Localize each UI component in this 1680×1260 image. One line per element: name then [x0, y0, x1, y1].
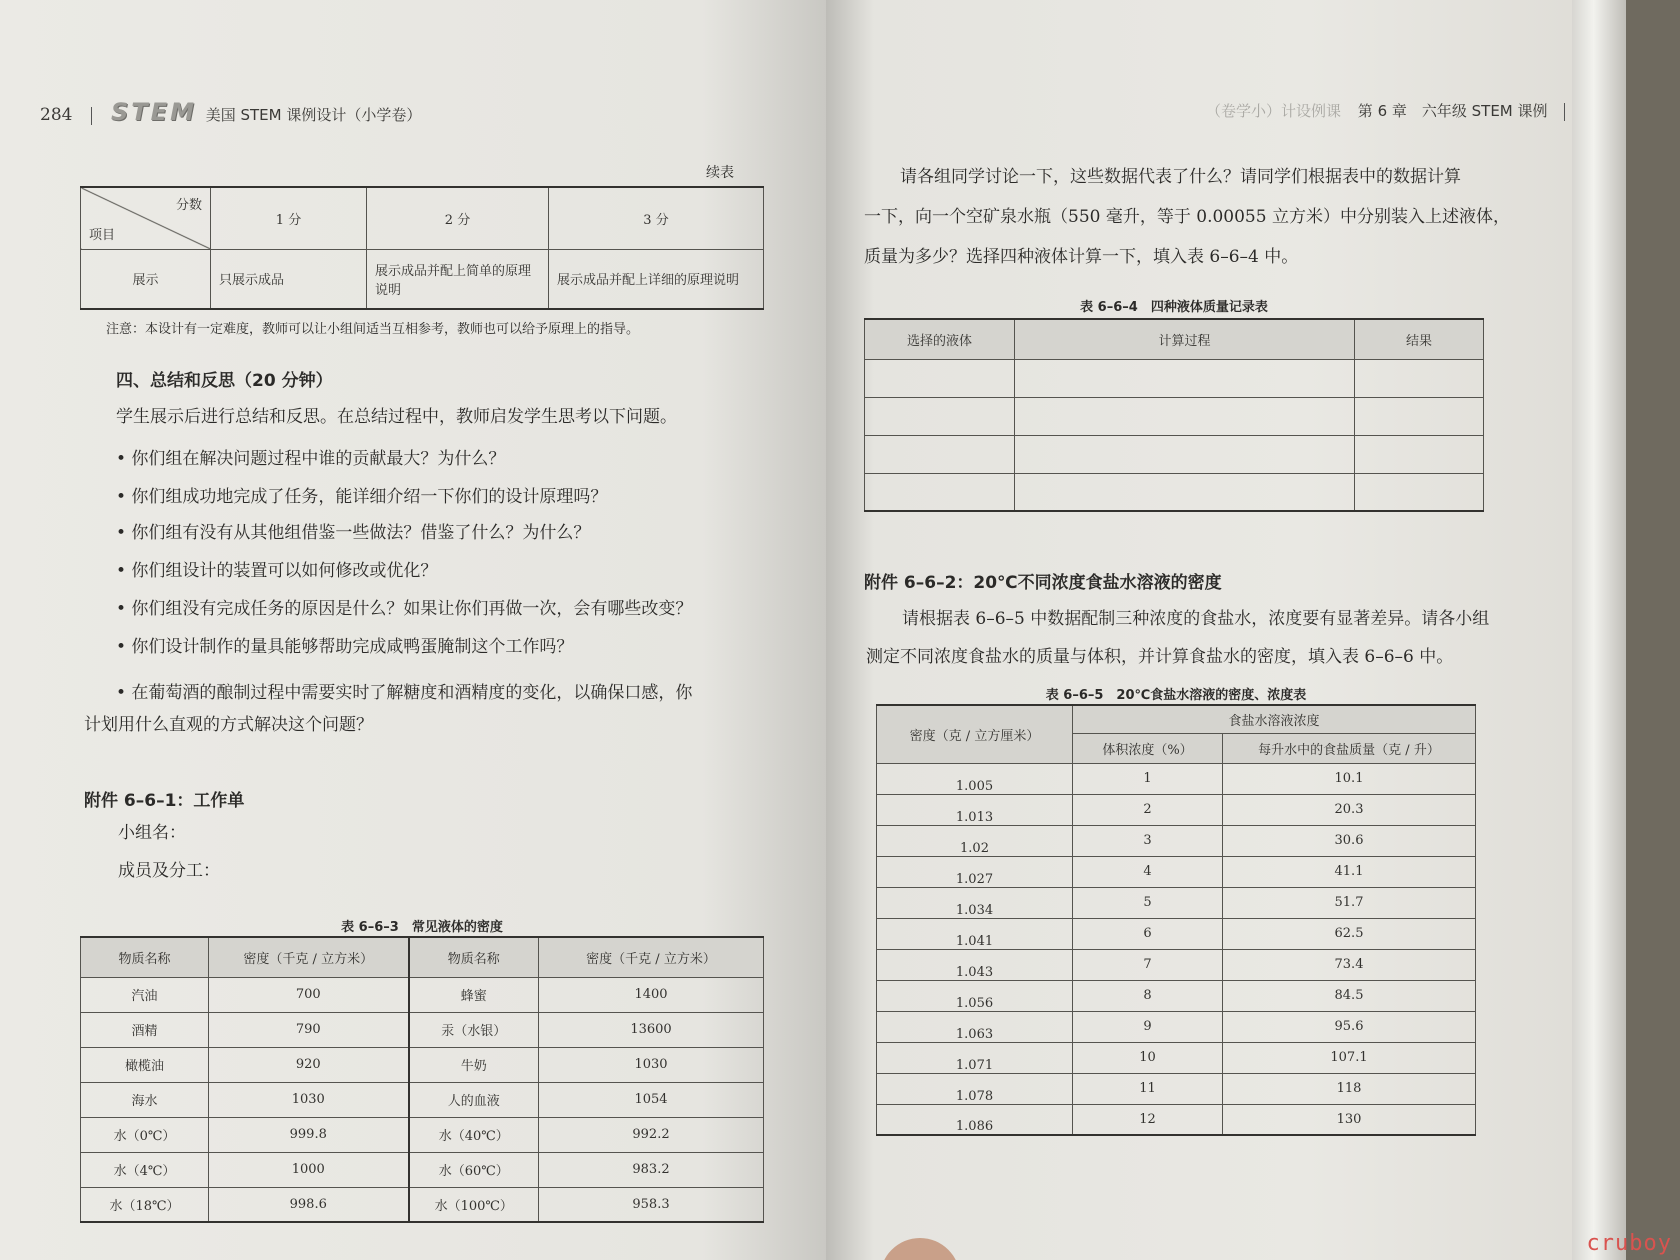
density-header: 物质名称	[409, 937, 539, 977]
score-corner-top: 分数	[175, 198, 202, 213]
density-cell: 1030	[539, 1047, 764, 1082]
density-cell: 958.3	[539, 1187, 764, 1222]
salt-mass-cell: 95.6	[1223, 1011, 1476, 1042]
table-row	[877, 1042, 1476, 1073]
mass-cell[interactable]	[1015, 359, 1355, 397]
table-row	[877, 856, 1476, 887]
salt-concentration-cell: 4	[1073, 856, 1223, 887]
score-table	[80, 186, 764, 310]
salt-concentration-cell: 2	[1073, 794, 1223, 825]
table-row	[81, 1187, 764, 1222]
salt-density-cell: 1.005	[877, 763, 1073, 794]
salt-concentration-cell: 6	[1073, 918, 1223, 949]
density-cell: 人的血液	[409, 1082, 539, 1117]
salt-density-cell: 1.027	[877, 856, 1073, 887]
density-cell: 水（60℃）	[409, 1152, 539, 1187]
density-cell: 酒精	[81, 1012, 209, 1047]
mass-cell[interactable]	[1015, 435, 1355, 473]
salt-density-cell: 1.043	[877, 949, 1073, 980]
intro-text: 学生展示后进行总结和反思。在总结过程中，教师启发学生思考以下问题。	[116, 407, 677, 427]
table-row	[865, 435, 1484, 473]
continued-label: 续表	[706, 165, 734, 181]
mass-header: 选择的液体	[865, 319, 1015, 359]
salt-header-concentration: 体积浓度（%）	[1073, 733, 1223, 763]
salt-mass-cell: 30.6	[1223, 825, 1476, 856]
density-cell: 汞（水银）	[409, 1012, 539, 1047]
stem-logo: STEM	[111, 98, 197, 126]
members-label: 成员及分工：	[118, 861, 220, 881]
salt-density-cell: 1.041	[877, 918, 1073, 949]
mass-header: 结果	[1355, 319, 1484, 359]
question-item: • 你们组成功地完成了任务，能详细介绍一下你们的设计原理吗？	[116, 487, 608, 507]
table-row	[877, 887, 1476, 918]
density-cell: 蜂蜜	[409, 977, 539, 1012]
paragraph-line: 测定不同浓度食盐水的质量与体积，并计算食盐水的密度，填入表 6–6–6 中。	[866, 647, 1454, 667]
salt-mass-cell: 10.1	[1223, 763, 1476, 794]
left-page	[0, 0, 826, 1260]
table-row	[877, 949, 1476, 980]
mass-cell[interactable]	[865, 473, 1015, 511]
salt-concentration-cell: 11	[1073, 1073, 1223, 1104]
mass-table	[864, 318, 1484, 512]
mass-header: 计算过程	[1015, 319, 1355, 359]
salt-concentration-cell: 5	[1073, 887, 1223, 918]
table-note: 注意：本设计有一定难度，教师可以让小组间适当互相参考，教师也可以给予原理上的指导。	[106, 322, 640, 337]
density-cell: 牛奶	[409, 1047, 539, 1082]
density-cell: 920	[209, 1047, 409, 1082]
salt-density-cell: 1.078	[877, 1073, 1073, 1104]
density-cell: 水（40℃）	[409, 1117, 539, 1152]
section-heading: 四、总结和反思（20 分钟）	[116, 371, 333, 391]
question-item: • 你们组在解决问题过程中谁的贡献最大？为什么？	[116, 449, 506, 469]
salt-mass-cell: 107.1	[1223, 1042, 1476, 1073]
table-row	[877, 918, 1476, 949]
salt-concentration-cell: 12	[1073, 1104, 1223, 1135]
question-item: • 你们组没有完成任务的原因是什么？如果让你们再做一次，会有哪些改变？	[116, 599, 693, 619]
salt-concentration-cell: 1	[1073, 763, 1223, 794]
density-header: 密度（千克 / 立方米）	[209, 937, 409, 977]
mass-cell[interactable]	[1355, 473, 1484, 511]
table-row	[81, 1117, 764, 1152]
density-cell: 海水	[81, 1082, 209, 1117]
question-item: • 你们组有没有从其他组借鉴一些做法？借鉴了什么？为什么？	[116, 523, 591, 543]
salt-header-density: 密度（克 / 立方厘米）	[877, 705, 1073, 763]
table-row	[81, 1152, 764, 1187]
salt-mass-cell: 84.5	[1223, 980, 1476, 1011]
density-cell: 1054	[539, 1082, 764, 1117]
density-cell: 983.2	[539, 1152, 764, 1187]
density-cell: 水（18℃）	[81, 1187, 209, 1222]
density-cell: 1400	[539, 977, 764, 1012]
chapter-title: 第 6 章 六年级 STEM 课例	[1357, 102, 1548, 120]
density-header: 密度（千克 / 立方米）	[539, 937, 764, 977]
table-row	[865, 359, 1484, 397]
question-item: • 你们组设计的装置可以如何修改或优化？	[116, 561, 438, 581]
group-name-label: 小组名：	[118, 823, 186, 843]
score-cell: 展示成品并配上简单的原理说明	[367, 249, 549, 309]
mass-table-caption: 表 6–6–4 四种液体质量记录表	[1080, 300, 1268, 315]
salt-concentration-cell: 9	[1073, 1011, 1223, 1042]
question-item: • 在葡萄酒的酿制过程中需要实时了解糖度和酒精度的变化，以确保口感，你	[116, 683, 693, 703]
salt-density-cell: 1.034	[877, 887, 1073, 918]
score-header: 2 分	[367, 187, 549, 249]
table-row	[877, 794, 1476, 825]
paragraph-line: 请各组同学讨论一下，这些数据代表了什么？请同学们根据表中的数据计算	[900, 167, 1461, 187]
mass-cell[interactable]	[1355, 359, 1484, 397]
salt-concentration-cell: 8	[1073, 980, 1223, 1011]
score-header: 1 分	[211, 187, 367, 249]
density-cell: 992.2	[539, 1117, 764, 1152]
salt-density-cell: 1.063	[877, 1011, 1073, 1042]
question-continuation: 计划用什么直观的方式解决这个问题？	[84, 715, 373, 735]
paragraph-line: 请根据表 6–6–5 中数据配制三种浓度的食盐水，浓度要有显著差异。请各小组	[902, 609, 1490, 629]
score-table-corner	[81, 187, 211, 249]
salt-density-cell: 1.056	[877, 980, 1073, 1011]
mass-cell[interactable]	[1015, 397, 1355, 435]
watermark: cruboy	[1586, 1231, 1672, 1256]
left-header	[40, 98, 421, 126]
density-cell: 水（0℃）	[81, 1117, 209, 1152]
mass-cell[interactable]	[1015, 473, 1355, 511]
density-cell: 1030	[209, 1082, 409, 1117]
table-row	[81, 977, 764, 1012]
table-row	[81, 1047, 764, 1082]
salt-mass-cell: 130	[1223, 1104, 1476, 1135]
table-row	[877, 763, 1476, 794]
density-cell: 橄榄油	[81, 1047, 209, 1082]
salt-density-cell: 1.071	[877, 1042, 1073, 1073]
salt-concentration-cell: 7	[1073, 949, 1223, 980]
table-row	[877, 1011, 1476, 1042]
density-table-caption: 表 6–6–3 常见液体的密度	[341, 920, 503, 935]
score-header: 3 分	[549, 187, 764, 249]
paragraph-line: 一下，向一个空矿泉水瓶（550 毫升，等于 0.00055 立方米）中分别装入上述液体，	[864, 207, 1510, 227]
density-cell: 汽油	[81, 977, 209, 1012]
salt-mass-cell: 62.5	[1223, 918, 1476, 949]
salt-table	[876, 704, 1476, 1136]
mass-cell[interactable]	[1355, 435, 1484, 473]
density-cell: 水（4℃）	[81, 1152, 209, 1187]
salt-mass-cell: 118	[1223, 1073, 1476, 1104]
salt-density-cell: 1.086	[877, 1104, 1073, 1135]
salt-density-cell: 1.02	[877, 825, 1073, 856]
table-row	[865, 397, 1484, 435]
density-header: 物质名称	[81, 937, 209, 977]
attachment-heading: 附件 6–6–1：工作单	[84, 791, 245, 811]
salt-mass-cell: 20.3	[1223, 794, 1476, 825]
salt-mass-cell: 41.1	[1223, 856, 1476, 887]
density-cell: 13600	[539, 1012, 764, 1047]
question-item: • 你们设计制作的量具能够帮助完成咸鸭蛋腌制这个工作吗？	[116, 637, 574, 657]
mass-cell[interactable]	[865, 359, 1015, 397]
salt-concentration-cell: 3	[1073, 825, 1223, 856]
density-cell: 999.8	[209, 1117, 409, 1152]
mass-cell[interactable]	[1355, 397, 1484, 435]
density-cell: 790	[209, 1012, 409, 1047]
table-row	[877, 1104, 1476, 1135]
attachment2-heading: 附件 6–6–2：20℃不同浓度食盐水溶液的密度	[864, 573, 1222, 593]
salt-group-header: 食盐水溶液浓度	[1073, 705, 1476, 733]
table-row	[81, 1082, 764, 1117]
table-row	[865, 473, 1484, 511]
table-row	[877, 1073, 1476, 1104]
book-title: 美国 STEM 课例设计（小学卷）	[205, 106, 422, 124]
left-page-number: 284	[40, 105, 73, 125]
salt-density-cell: 1.013	[877, 794, 1073, 825]
salt-table-caption: 表 6–6–5 20℃食盐水溶液的密度、浓度表	[1045, 688, 1307, 703]
salt-mass-cell: 51.7	[1223, 887, 1476, 918]
mass-cell[interactable]	[865, 397, 1015, 435]
density-cell: 700	[209, 977, 409, 1012]
right-page	[826, 0, 1626, 1260]
score-cell: 展示成品并配上详细的原理说明	[549, 249, 764, 309]
density-cell: 1000	[209, 1152, 409, 1187]
mass-cell[interactable]	[865, 435, 1015, 473]
table-row	[81, 1012, 764, 1047]
page-edge	[1572, 0, 1626, 1260]
density-cell: 水（100℃）	[409, 1187, 539, 1222]
table-row	[877, 825, 1476, 856]
density-cell: 998.6	[209, 1187, 409, 1222]
score-row-label: 展示	[81, 249, 211, 309]
paragraph-line: 质量为多少？选择四种液体计算一下，填入表 6–6–4 中。	[864, 247, 1299, 267]
salt-mass-cell: 73.4	[1223, 949, 1476, 980]
score-corner-bottom: 项目	[89, 227, 116, 243]
density-table	[80, 936, 764, 1223]
right-header	[1206, 100, 1615, 121]
table-row	[877, 980, 1476, 1011]
salt-header-mass: 每升水中的食盐质量（克 / 升）	[1223, 733, 1476, 763]
salt-concentration-cell: 10	[1073, 1042, 1223, 1073]
score-cell: 只展示成品	[211, 249, 367, 309]
faded-bleedthrough-header: （卷学小）计设例课	[1206, 102, 1342, 120]
